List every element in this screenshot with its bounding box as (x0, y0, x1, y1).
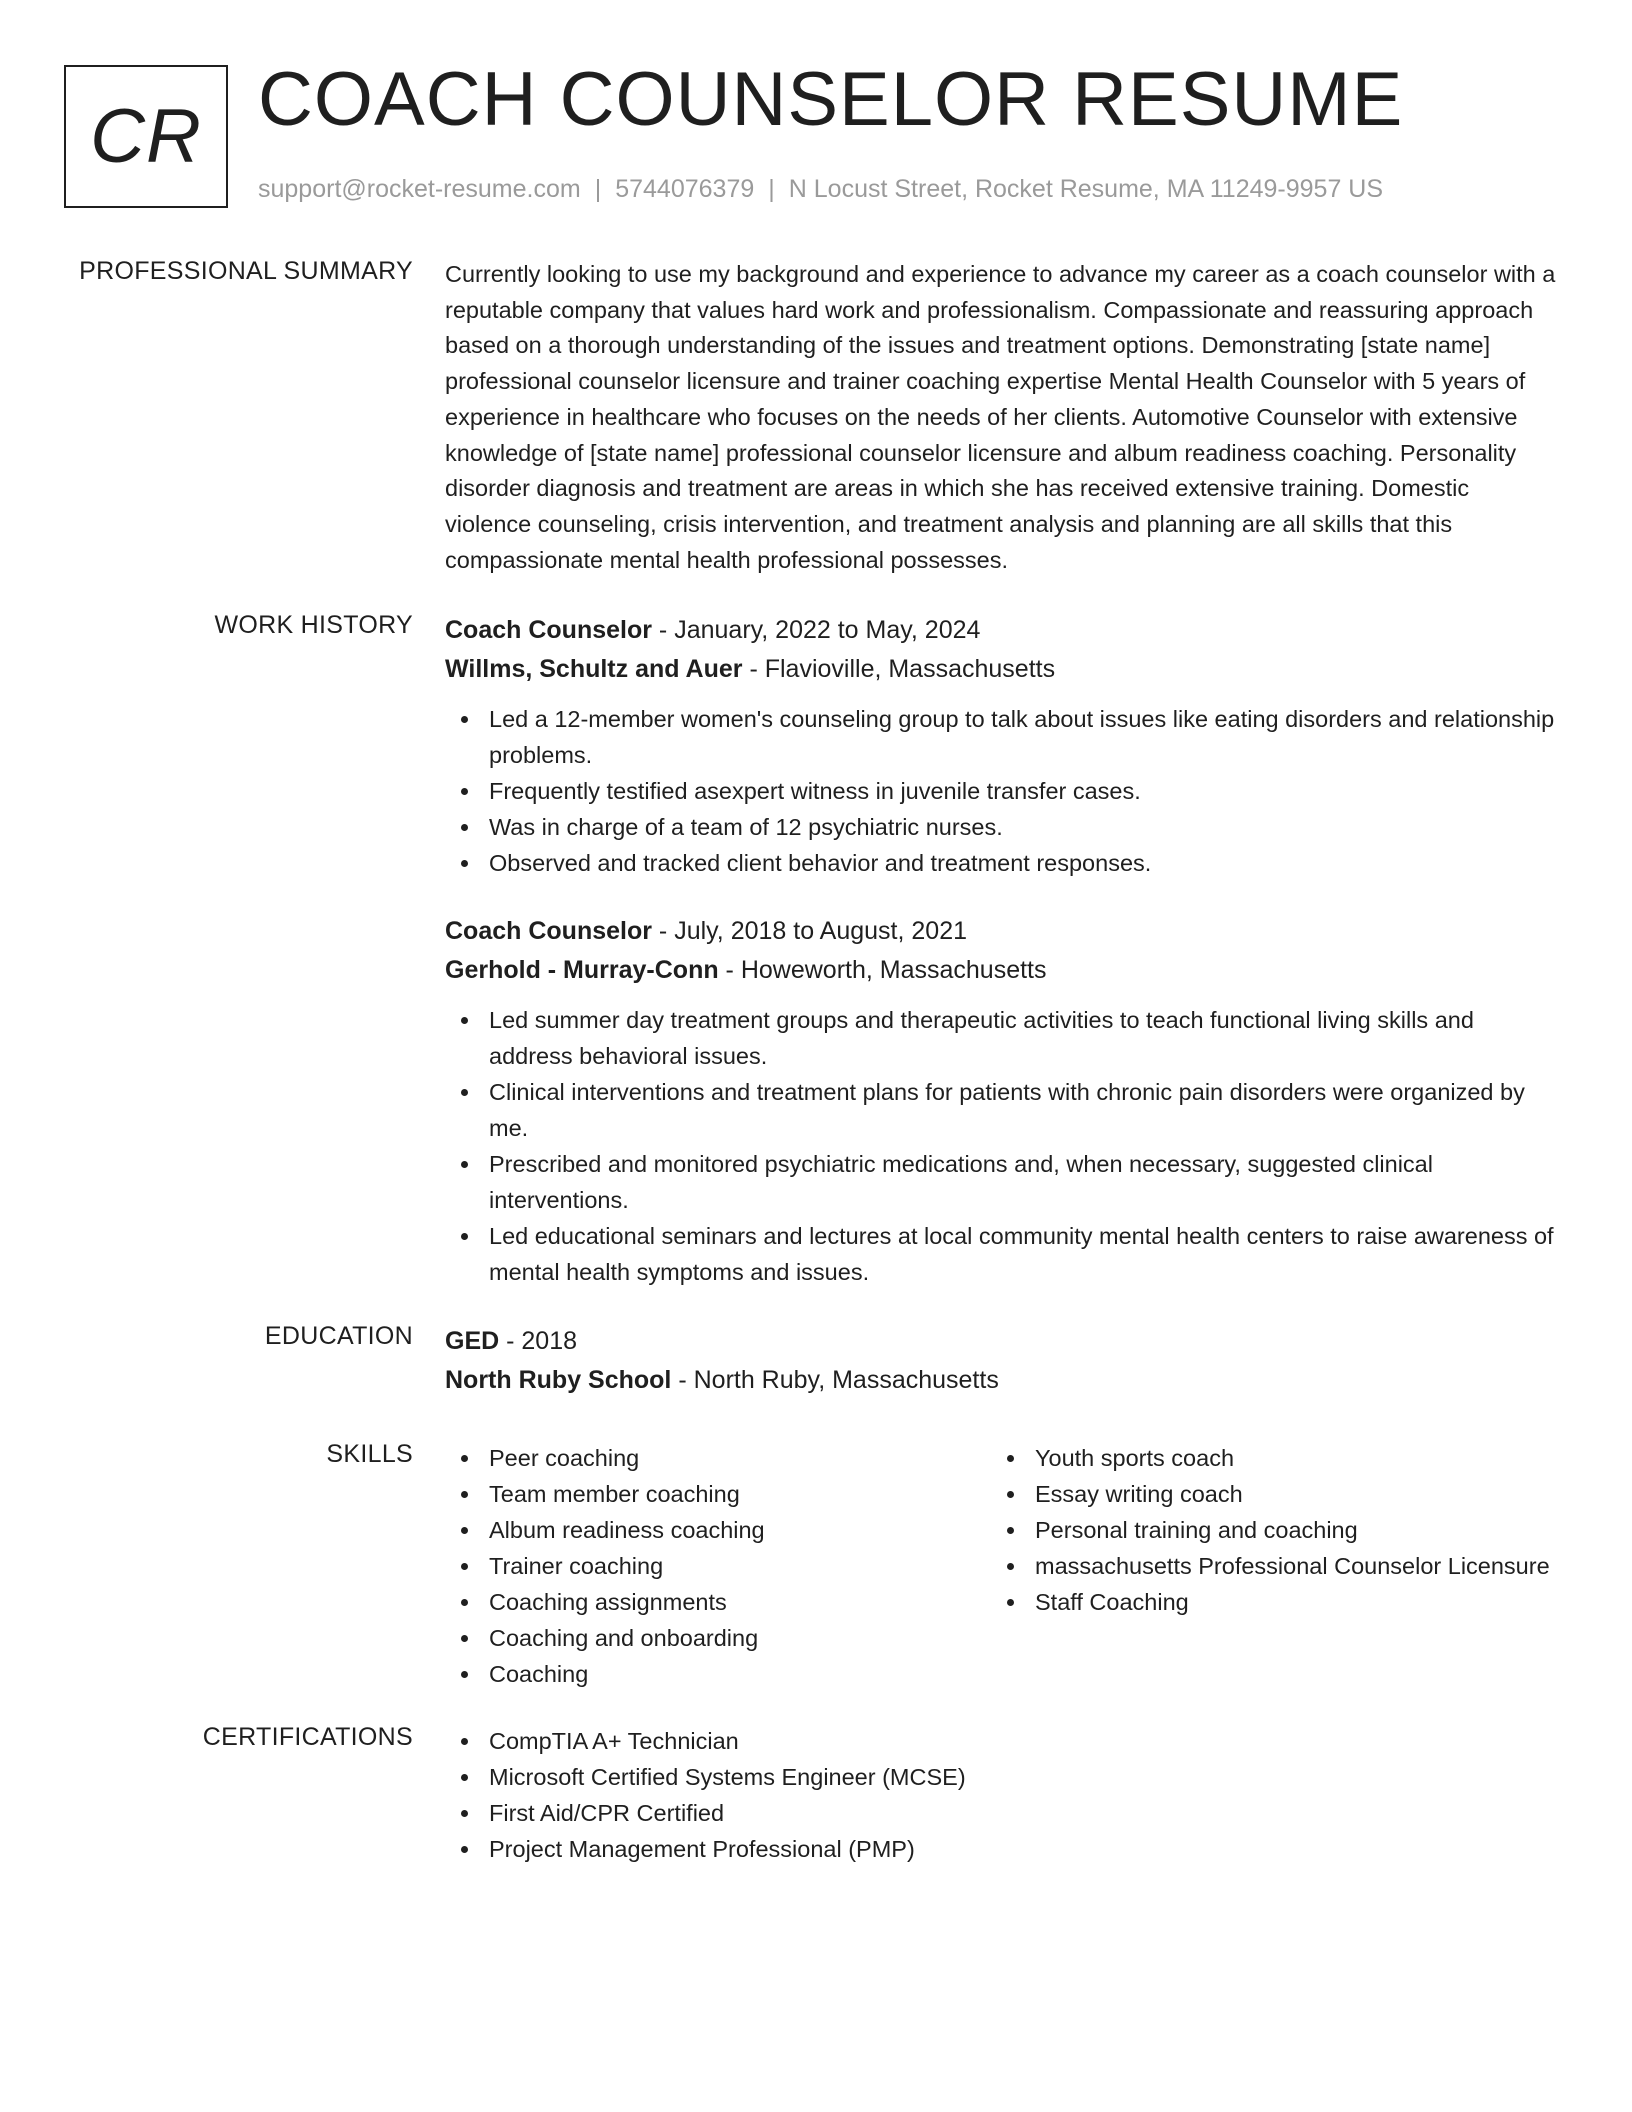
job-title-line (445, 912, 1560, 951)
education-degree: GED (445, 1327, 500, 1355)
list-item: Frequently testified asexpert witness in juvenile transfer cases. (445, 773, 1560, 809)
job-bullets (445, 1002, 1560, 1290)
job-company-line (445, 650, 1560, 689)
list-item: Was in charge of a team of 12 psychiatric nurses. (445, 809, 1560, 845)
job-title: Coach Counselor (445, 616, 652, 644)
skill-item: Coaching and onboarding (445, 1620, 991, 1656)
job-location: - Flavioville, Massachusetts (742, 655, 1056, 683)
skills-columns (445, 1440, 1560, 1692)
skill-item: Personal training and coaching (991, 1512, 1560, 1548)
skill-item: Album readiness coaching (445, 1512, 991, 1548)
job-bullets (445, 701, 1560, 881)
job-location: - Howeworth, Massachusetts (718, 956, 1047, 984)
list-item: Observed and tracked client behavior and treatment responses. (445, 845, 1560, 881)
monogram-text: CR (90, 94, 202, 179)
skill-item: Essay writing coach (991, 1476, 1560, 1512)
skill-item: Peer coaching (445, 1440, 991, 1476)
job-entry (445, 611, 1560, 881)
skill-item: massachusetts Professional Counselor Licensure (991, 1548, 1560, 1584)
contact-separator: | (594, 175, 602, 203)
education-school: North Ruby School (445, 1366, 672, 1394)
skill-item: Team member coaching (445, 1476, 991, 1512)
list-item: Led educational seminars and lectures at local community mental health centers to raise awareness of mental health symptoms and issues. (445, 1218, 1560, 1290)
section-label-certifications: CERTIFICATIONS (202, 1723, 413, 1751)
education-school-line (445, 1361, 1560, 1400)
skill-item: Trainer coaching (445, 1548, 991, 1584)
contact-address: N Locust Street, Rocket Resume, MA 11249-9957 US (788, 175, 1384, 203)
list-item: Led summer day treatment groups and therapeutic activities to teach functional living skills and address behavioral issues. (445, 1002, 1560, 1074)
page-title: COACH COUNSELOR RESUME (258, 57, 1404, 142)
section-label-summary: PROFESSIONAL SUMMARY (79, 257, 413, 285)
education-degree-line (445, 1322, 1560, 1361)
section-label-skills: SKILLS (326, 1440, 413, 1468)
job-title: Coach Counselor (445, 917, 652, 945)
job-entry (445, 912, 1560, 1290)
skill-item: Coaching assignments (445, 1584, 991, 1620)
work-history-body (445, 611, 1560, 1290)
certifications-list (445, 1723, 1560, 1867)
certification-item: Project Management Professional (PMP) (445, 1831, 1560, 1867)
section-label-education: EDUCATION (264, 1322, 413, 1350)
list-item: Prescribed and monitored psychiatric medications and, when necessary, suggested clinical interventions. (445, 1146, 1560, 1218)
education-location: - North Ruby, Massachusetts (671, 1366, 999, 1394)
skill-item: Staff Coaching (991, 1584, 1560, 1620)
certification-item: CompTIA A+ Technician (445, 1723, 1560, 1759)
skills-list-right (991, 1440, 1560, 1692)
job-title-line (445, 611, 1560, 650)
list-item: Clinical interventions and treatment plans for patients with chronic pain disorders were organized by me. (445, 1074, 1560, 1146)
contact-separator: | (768, 175, 775, 203)
job-company: Gerhold - Murray-Conn (445, 956, 719, 984)
section-label-work: WORK HISTORY (214, 611, 413, 639)
education-body (445, 1322, 1560, 1400)
certification-item: First Aid/CPR Certified (445, 1795, 1560, 1831)
job-company-line (445, 951, 1560, 990)
summary-text: Currently looking to use my background and experience to advance my career as a coach counselor with a reputable company that values hard work and professionalism. Compassionate and reassuring approach based on a thorough understanding of the issues and treatment options. Demonstrating [state name] professional counselor licensure and trainer coaching expertise Mental Health Counselor with 5 years of experience in healthcare who focuses on the needs of her clients. Automotive Counselor with extensive knowledge of [state name] professional counselor licensure and album readiness coaching. Personality disorder diagnosis and treatment are areas in which she has received extensive training. Domestic violence counseling, crisis intervention, and treatment analysis and planning are all skills that this compassionate mental health professional possesses. (445, 261, 1556, 573)
job-dates: - January, 2022 to May, 2024 (651, 616, 981, 644)
certification-item: Microsoft Certified Systems Engineer (MCSE) (445, 1759, 1560, 1795)
job-dates: - July, 2018 to August, 2021 (651, 917, 968, 945)
certifications-body (445, 1723, 1560, 1867)
contact-phone: 5744076379 (615, 175, 755, 203)
contact-email: support@rocket-resume.com (258, 175, 581, 203)
monogram-logo (64, 65, 228, 208)
skills-body (445, 1440, 1560, 1692)
list-item: Led a 12-member women's counseling group to talk about issues like eating disorders and relationship problems. (445, 701, 1560, 773)
education-year: - 2018 (499, 1327, 578, 1355)
skill-item: Youth sports coach (991, 1440, 1560, 1476)
contact-line (258, 175, 1383, 204)
skills-list-left (445, 1440, 991, 1692)
skill-item: Coaching (445, 1656, 991, 1692)
job-company: Willms, Schultz and Auer (445, 655, 743, 683)
